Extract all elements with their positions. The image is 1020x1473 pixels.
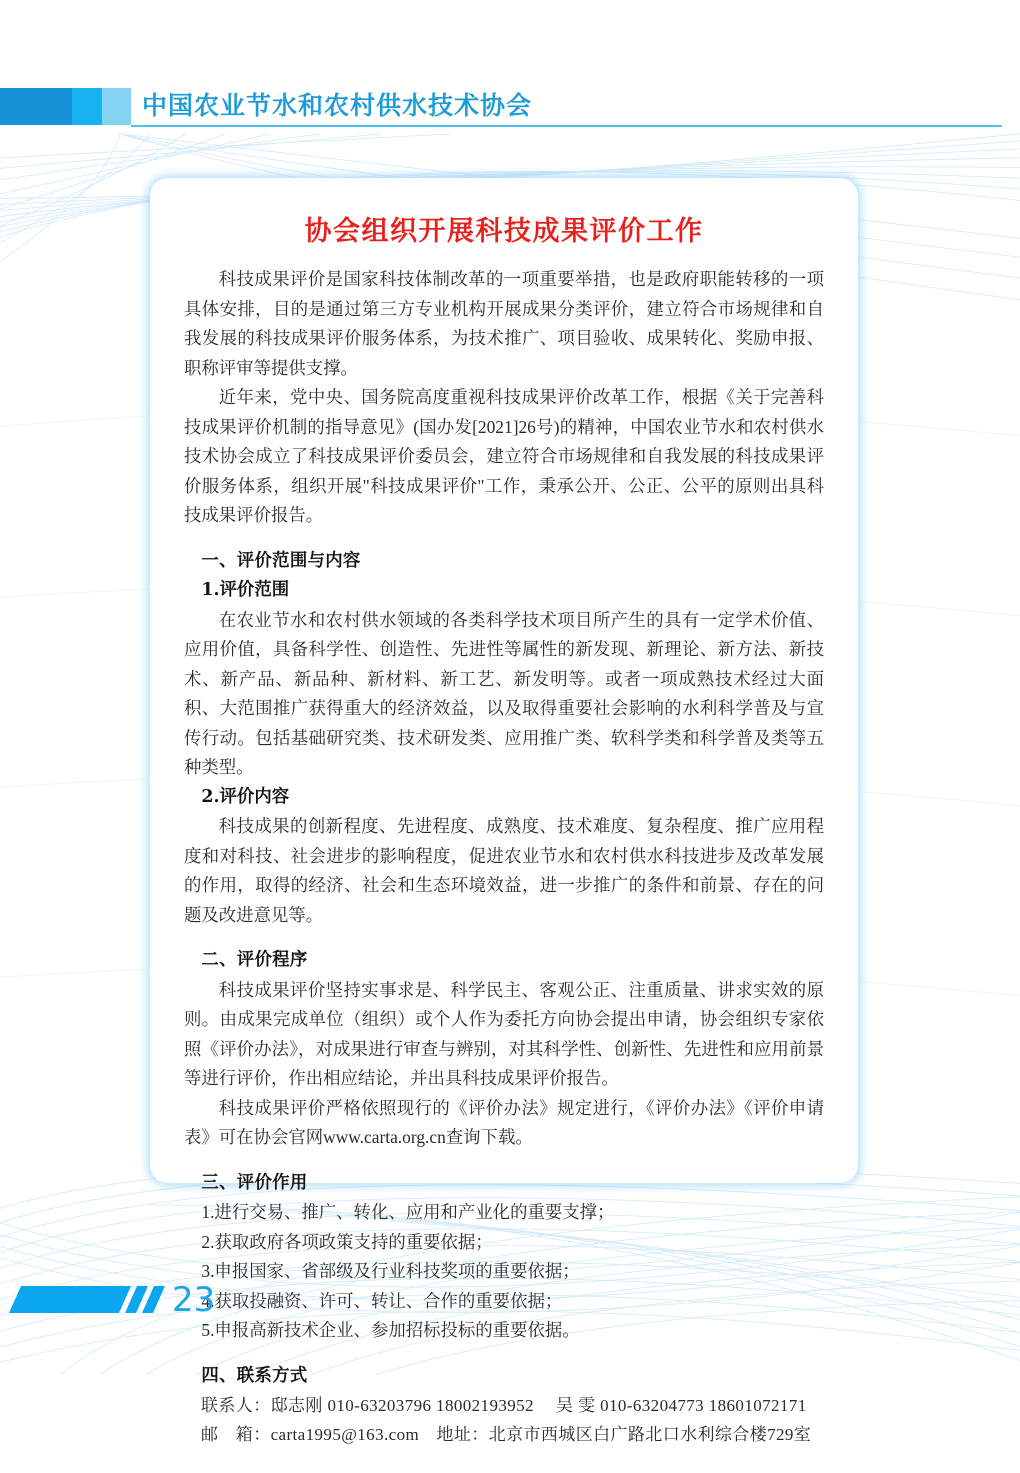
section-heading-3: 三、评价作用 [201,1172,308,1193]
page-number: 23 [172,1280,216,1320]
section-heading-1: 一、评价范围与内容 [201,550,361,571]
page-header [0,88,1020,132]
header-block-dark [0,88,72,125]
page-footer [0,1280,400,1332]
list-item: 1.进行交易、推广、转化、应用和产业化的重要支撑； [201,1202,615,1223]
subsection-body-1-2: 科技成果的创新程度、先进程度、成熟度、技术难度、复杂程度、推广应用程度和对科技、社会进步的影响程度，促进农业节水和农村供水科技进步及改革发展的作用，取得的经济、社会和生态环境效益，进一步推广的条件和前景、存在的问题及改进意见等。 [184,816,824,925]
intro-paragraph-2: 近年来，党中央、国务院高度重视科技成果评价改革工作，根据《关于完善科技成果评价机制的指导意见》(国办发[2021]26号)的精神，中国农业节水和农村供水技术协会成立了科技成果评价委员会，建立符合市场规律和自我发展的科技成果评价服务体系，组织开展"科技成果评价"工作，秉承公开、公正、公平的原则出具科技成果评价报告。 [184,387,824,526]
footer-bar [9,1286,131,1313]
header-rule [131,125,1002,127]
header-block-light [102,88,131,125]
header-block-mid [72,88,102,125]
section-heading-4: 四、联系方式 [201,1365,308,1386]
section-heading-2: 二、评价程序 [201,950,308,971]
contact-person-line: 联系人：邸志刚 010-63203796 18002193952 吴 雯 010-63204773 18601072171 [201,1396,807,1416]
list-item: 5.申报高新技术企业、参加招标投标的重要依据。 [201,1320,580,1341]
list-item: 3.申报国家、省部级及行业科技奖项的重要依据； [201,1261,580,1282]
subsection-heading-1-2: 2.评价内容 [201,786,290,807]
contact-email-address-line: 邮 箱：carta1995@163.com 地址：北京市西城区白广路北口水利综合楼729室 [201,1425,812,1445]
page-title: 协会组织开展科技成果评价工作 [304,216,704,247]
subsection-heading-1-1: 1.评价范围 [201,580,290,601]
header-organization-title: 中国农业节水和农村供水技术协会 [142,91,533,120]
subsection-body-1-1: 在农业节水和农村供水领域的各类科学技术项目所产生的具有一定学术价值、应用价值，具备科学性、创造性、先进性等属性的新发现、新理论、新方法、新技术、新产品、新品种、新材料、新工艺、新发明等。或者一项成熟技术经过大面积、大范围推广获得重大的经济效益，以及取得重要社会影响的水利科学普及与宣传行动。包括基础研究类、技术研发类、应用推广类、软科学类和科学普及类等五种类型。 [184,609,824,778]
list-item: 2.获取政府各项政策支持的重要依据； [201,1231,493,1252]
section-2-paragraph-2: 科技成果评价严格依照现行的《评价办法》规定进行，《评价办法》《评价申请表》可在协会官网www.carta.org.cn查询下载。 [184,1097,824,1148]
article-body [150,178,858,1473]
intro-paragraph-1: 科技成果评价是国家科技体制改革的一项重要举措，也是政府职能转移的一项具体安排，目的是通过第三方专业机构开展成果分类评价，建立符合市场规律和自我发展的科技成果评价服务体系，为技术推广、项目验收、成果转化、奖励申报、职称评审等提供支撑。 [184,269,824,378]
section-2-paragraph-1: 科技成果评价坚持实事求是、科学民主、客观公正、注重质量、讲求实效的原则。由成果完成单位（组织）或个人作为委托方向协会提出申请，协会组织专家依照《评价办法》，对成果进行审查与辨别，对其科学性、创新性、先进性和应用前景等进行评价，作出相应结论，并出具科技成果评价报告。 [184,979,824,1089]
list-item: 4.获取投融资、许可、转让、合作的重要依据； [201,1290,563,1311]
